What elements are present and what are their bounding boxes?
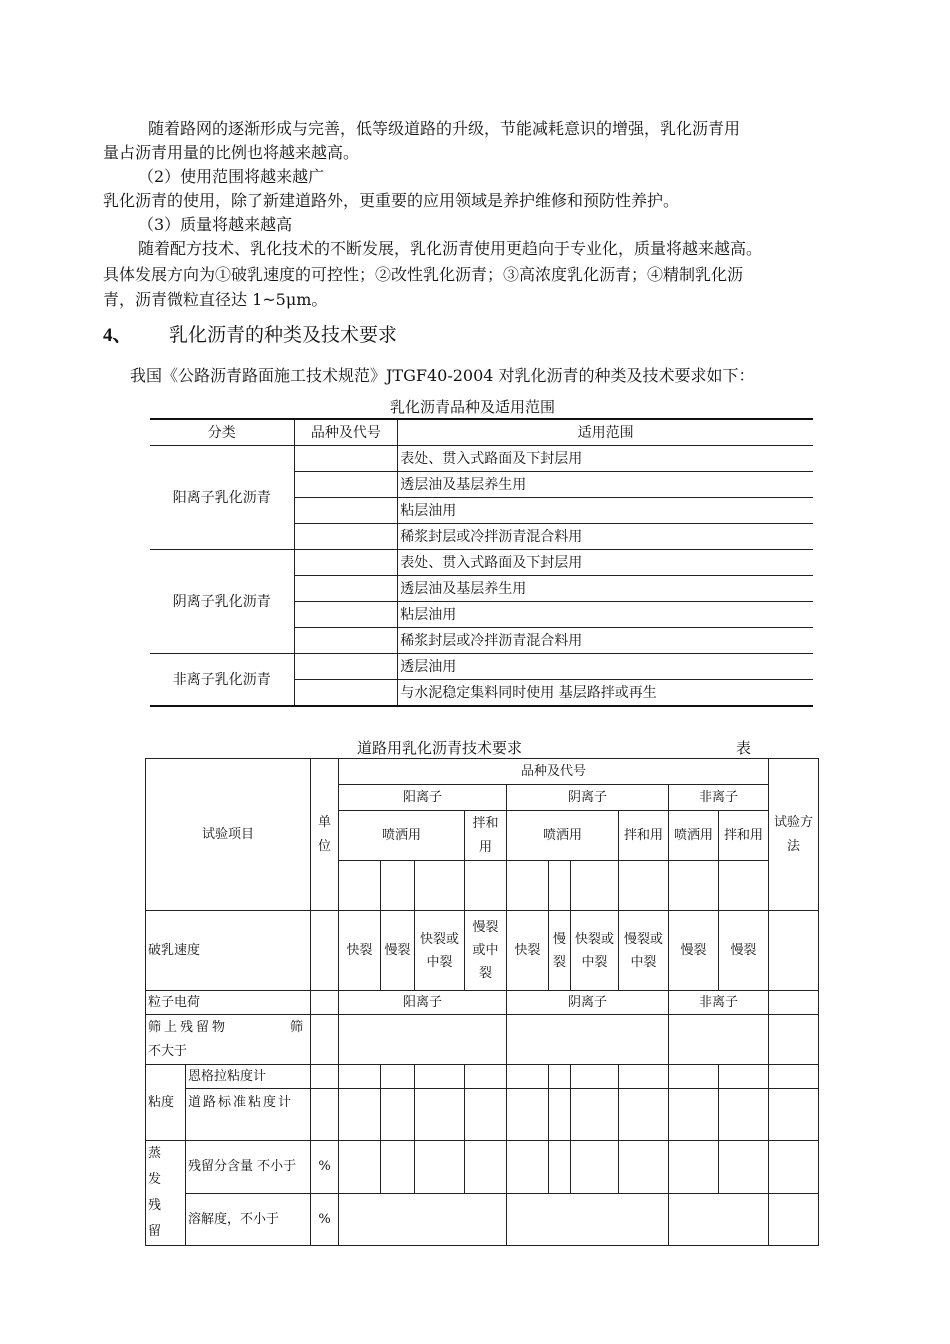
category-cell: 非离子乳化沥青: [150, 654, 294, 707]
code-cell: [339, 861, 381, 911]
method-cell: [769, 911, 819, 991]
sieve-residue-label-c: 不大于: [148, 1043, 188, 1059]
value-cell: [549, 1141, 571, 1194]
header-code: 品种及代号: [294, 419, 398, 446]
sieve-residue-label: [146, 1015, 311, 1065]
table-header-row: [150, 419, 813, 446]
value-cell: [507, 1193, 669, 1246]
particle-charge-nonionic: 非离子: [669, 991, 769, 1015]
table-row: [146, 1015, 819, 1065]
method-cell: [769, 1089, 819, 1141]
value-cell: [415, 1141, 465, 1194]
value-cell: [669, 1193, 769, 1246]
method-cell: [769, 1065, 819, 1089]
value-cell: [339, 1015, 507, 1065]
code-cell: [719, 861, 769, 911]
breaking-speed-value: 快裂或中裂: [571, 911, 619, 991]
value-cell: [507, 1065, 549, 1089]
method-cell: [769, 1141, 819, 1194]
evaporation-residue-label: [146, 1141, 186, 1246]
unit-cell: [311, 1015, 339, 1065]
paragraph-3-heading: （3）质量将越来越高: [138, 215, 293, 234]
table-row: [146, 991, 819, 1015]
usage-cell: 粘层油用: [398, 498, 813, 524]
code-cell: [507, 861, 549, 911]
value-cell: [549, 1065, 571, 1089]
header-nonionic-mix: 拌和用: [719, 811, 769, 861]
breaking-speed-value: 慢裂: [669, 911, 719, 991]
table1-caption: 乳化沥青品种及适用范围: [390, 398, 556, 416]
table2-caption-suffix: 表: [736, 739, 752, 757]
value-cell: [669, 1065, 719, 1089]
value-cell: [571, 1089, 619, 1141]
table-row: [146, 1141, 819, 1194]
value-cell: [619, 1065, 669, 1089]
header-usage: 适用范围: [398, 419, 813, 446]
category-cell: 阳离子乳化沥青: [150, 446, 294, 550]
viscosity-engler: 恩格拉粘度计: [186, 1065, 311, 1089]
value-cell: [571, 1141, 619, 1194]
technical-requirements-table: [145, 758, 819, 1246]
paragraph-2-body: 乳化沥青的使用，除了新建道路外，更重要的应用领域是养护维修和预防性养护。: [103, 191, 680, 210]
value-cell: [507, 1015, 669, 1065]
particle-charge-anionic: 阴离子: [507, 991, 669, 1015]
value-cell: [415, 1065, 465, 1089]
code-cell: [294, 446, 398, 472]
value-cell: [465, 1065, 507, 1089]
breaking-speed-value: 快裂: [339, 911, 381, 991]
value-cell: [719, 1141, 769, 1194]
value-cell: [571, 1065, 619, 1089]
sieve-residue-label-a: 筛上残留物: [148, 1019, 229, 1035]
section-number: 4、: [103, 325, 132, 346]
table2-caption: 道路用乳化沥青技术要求: [357, 739, 523, 757]
code-cell: [571, 861, 619, 911]
code-cell: [415, 861, 465, 911]
breaking-speed-value: 快裂或中裂: [415, 911, 465, 991]
value-cell: [465, 1089, 507, 1141]
unit-cell: [311, 991, 339, 1015]
table-row: [150, 446, 813, 472]
usage-cell: 稀浆封层或冷拌沥青混合料用: [398, 524, 813, 550]
paragraph-3-line-2: 具体发展方向为①破乳速度的可控性；②改性乳化沥青；③高浓度乳化沥青；④精制乳化沥: [103, 265, 744, 284]
table-row: [146, 1089, 819, 1141]
value-cell: [381, 1141, 415, 1194]
value-cell: [339, 1089, 381, 1141]
usage-cell: 表处、贯入式路面及下封层用: [398, 550, 813, 576]
viscosity-label: 粘度: [146, 1065, 186, 1141]
breaking-speed-value: 慢裂: [381, 911, 415, 991]
paragraph-3-line-1: 随着配方技术、乳化技术的不断发展，乳化沥青使用更趋向于专业化，质量将越来越高。: [138, 239, 763, 258]
residue-content-label: 残留分含量 不小于: [186, 1141, 311, 1194]
variety-table: [150, 418, 813, 707]
unit-cell: [311, 1065, 339, 1089]
code-cell: [294, 654, 398, 680]
code-cell: [549, 861, 571, 911]
header-cationic-mix: 拌和用: [465, 811, 507, 861]
usage-cell: 与水泥稳定集料同时使用 基层路拌或再生: [398, 680, 813, 707]
table-row: [150, 654, 813, 680]
table-row: [146, 1193, 819, 1246]
solubility-label: 溶解度，不小于: [186, 1193, 311, 1246]
breaking-speed-value: 快裂: [507, 911, 549, 991]
particle-charge-label: 粒子电荷: [146, 991, 311, 1015]
evaporation-residue-label-b: 残 留: [148, 1198, 175, 1239]
unit-cell: [311, 911, 339, 991]
code-cell: [669, 861, 719, 911]
code-cell: [381, 861, 415, 911]
value-cell: [669, 1015, 769, 1065]
viscosity-road-standard: 道路标准粘度计: [186, 1089, 311, 1141]
value-cell: [669, 1089, 719, 1141]
value-cell: [619, 1141, 669, 1194]
section-heading: [103, 320, 397, 351]
code-cell: [294, 524, 398, 550]
value-cell: [669, 1141, 719, 1194]
value-cell: [381, 1089, 415, 1141]
section-title: 乳化沥青的种类及技术要求: [169, 324, 398, 346]
value-cell: [339, 1193, 507, 1246]
value-cell: [415, 1089, 465, 1141]
unit-cell: %: [311, 1193, 339, 1246]
header-unit: 单位: [311, 759, 339, 911]
usage-cell: 透层油及基层养生用: [398, 472, 813, 498]
header-anionic-mix: 拌和用: [619, 811, 669, 861]
value-cell: [381, 1065, 415, 1089]
header-variety: 品种及代号: [339, 759, 769, 785]
intro-paragraph: 我国《公路沥青路面施工技术规范》JTGF40-2004 对乳化沥青的种类及技术要求如下：: [130, 366, 755, 385]
sieve-residue-label-b: 筛: [290, 1019, 304, 1035]
paragraph-3-line-3: 青，沥青微粒直径达 1~5μm。: [103, 290, 328, 309]
value-cell: [719, 1065, 769, 1089]
paragraph-1-line-1: 随着路网的逐渐形成与完善，低等级道路的升级，节能减耗意识的增强，乳化沥青用: [148, 119, 741, 138]
breaking-speed-value: 慢裂: [719, 911, 769, 991]
table-row: [146, 759, 819, 785]
usage-cell: 稀浆封层或冷拌沥青混合料用: [398, 628, 813, 654]
usage-cell: 粘层油用: [398, 602, 813, 628]
paragraph-2-heading: （2）使用范围将越来越广: [138, 167, 325, 186]
code-cell: [294, 628, 398, 654]
paragraph-1-line-2: 量占沥青用量的比例也将越来越高。: [103, 143, 360, 162]
breaking-speed-value: 慢裂或中裂: [619, 911, 669, 991]
value-cell: [507, 1141, 549, 1194]
header-cationic-spray: 喷洒用: [339, 811, 465, 861]
header-method: 试验方法: [769, 759, 819, 911]
category-cell: 阴离子乳化沥青: [150, 550, 294, 654]
value-cell: [619, 1089, 669, 1141]
code-cell: [294, 602, 398, 628]
code-cell: [294, 498, 398, 524]
code-cell: [294, 680, 398, 707]
value-cell: [465, 1141, 507, 1194]
header-anionic: 阴离子: [507, 785, 669, 811]
value-cell: [507, 1089, 549, 1141]
code-cell: [619, 861, 669, 911]
method-cell: [769, 1193, 819, 1246]
usage-cell: 透层油及基层养生用: [398, 576, 813, 602]
code-cell: [294, 550, 398, 576]
header-category: 分类: [150, 419, 294, 446]
usage-cell: 透层油用: [398, 654, 813, 680]
method-cell: [769, 991, 819, 1015]
code-cell: [294, 472, 398, 498]
usage-cell: 表处、贯入式路面及下封层用: [398, 446, 813, 472]
header-nonionic: 非离子: [669, 785, 769, 811]
header-anionic-spray: 喷洒用: [507, 811, 619, 861]
method-cell: [769, 1015, 819, 1065]
value-cell: [339, 1065, 381, 1089]
table-row: [146, 1065, 819, 1089]
evaporation-residue-label-a: 蒸 发: [148, 1146, 175, 1187]
code-cell: [294, 576, 398, 602]
value-cell: [339, 1141, 381, 1194]
header-nonionic-spray: 喷洒用: [669, 811, 719, 861]
table-row: [146, 911, 819, 991]
code-cell: [465, 861, 507, 911]
header-test-item: 试验项目: [146, 759, 311, 911]
breaking-speed-value: 慢裂: [549, 911, 571, 991]
particle-charge-cationic: 阳离子: [339, 991, 507, 1015]
header-cationic: 阳离子: [339, 785, 507, 811]
unit-cell: [311, 1089, 339, 1141]
value-cell: [719, 1089, 769, 1141]
breaking-speed-value: 慢裂或中裂: [465, 911, 507, 991]
value-cell: [549, 1089, 571, 1141]
unit-cell: %: [311, 1141, 339, 1194]
breaking-speed-label: 破乳速度: [146, 911, 311, 991]
table-row: [150, 550, 813, 576]
